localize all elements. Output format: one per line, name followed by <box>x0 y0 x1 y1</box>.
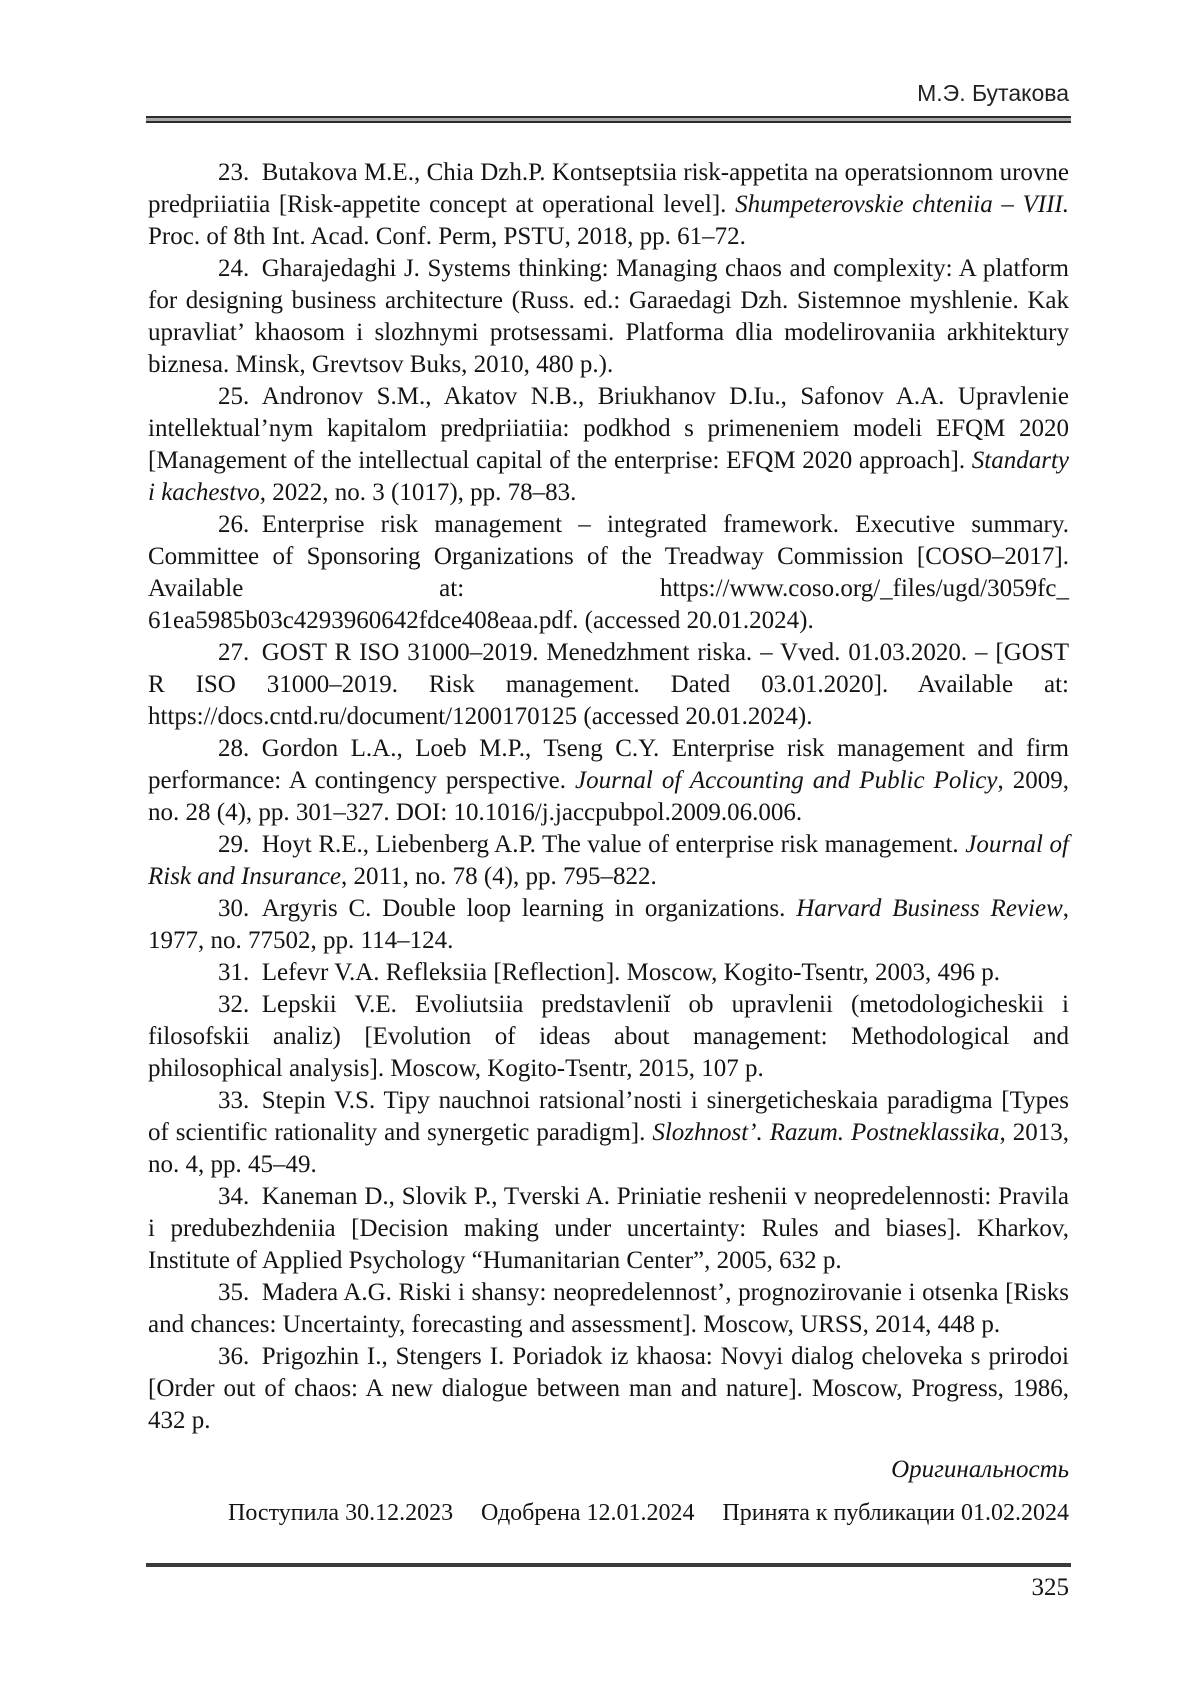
running-header-author: М.Э. Бутакова <box>917 80 1069 106</box>
reference-journal-title: Harvard Business Review <box>796 895 1063 922</box>
reference-item <box>148 1181 1069 1277</box>
header-rule <box>146 116 1071 123</box>
footer-rule <box>146 1563 1071 1567</box>
originality-label: Оригинальность <box>891 1456 1069 1483</box>
reference-journal-title: Standarty i kachestvo <box>148 447 1069 506</box>
reference-item <box>148 509 1069 637</box>
reference-item <box>148 829 1069 893</box>
reference-item <box>148 1341 1069 1437</box>
reference-text: 31. Lefevr V.A. Refleksiia [Reflection]. Moscow, Kogito-Tsentr, 2003, 496 p. <box>218 959 1001 986</box>
reference-text: 36. Prigozhin I., Stengers I. Poriadok iz khaosa: Novyi dialog cheloveka s prirodoi [Order out of chaos: A new dialogue between man and nature]. Moscow, Progress, 1986, 432 p. <box>148 1343 1069 1434</box>
reference-text: 33. Stepin V.S. Tipy nauchnoi ratsional’nosti i sinergeticheskaia paradigma [Types of scientific rationality and synergetic paradigm]. <box>148 1087 1069 1146</box>
reference-text: , 2013, no. 4, pp. 45–49. <box>148 1119 1070 1178</box>
received-date: Поступила 30.12.2023 <box>228 1500 454 1526</box>
reference-text: 29. Hoyt R.E., Liebenberg A.P. The value of enterprise risk management. <box>218 831 966 858</box>
page-number: 325 <box>1031 1574 1069 1601</box>
reference-text: 35. Madera A.G. Riski i shansy: neopredelennost’, prognozirovanie i otsenka [Risks and chances: Uncertainty, forecasting and assessment]. Moscow, URSS, 2014, 448 p. <box>148 1279 1069 1338</box>
reference-item <box>148 893 1069 957</box>
reference-text: 24. Gharajedaghi J. Systems thinking: Managing chaos and complexity: A platform for designing business architecture (Russ. ed.: Garaedagi Dzh. Sistemnoe myshlenie. Kak upravliat’ khaosom i slozhnymi protsessami. Platforma dlia modelirovaniia arkhitektury biznesa. Minsk, Grevtsov Buks, 2010, 480 p.). <box>148 255 1069 378</box>
reference-journal-title: Shumpeterovskie chteniia – VIII. <box>735 191 1070 218</box>
reference-journal-title: Journal of Risk and Insurance <box>148 831 1070 890</box>
reference-item <box>148 989 1069 1085</box>
reference-item <box>148 157 1069 253</box>
reference-text: , 1977, no. 77502, pp. 114–124. <box>148 895 1069 954</box>
reference-item <box>148 253 1069 381</box>
reference-text: 32. Lepskii V.E. Evoliutsiia predstavleniĭ ob upravlenii (metodologicheskii i filosofskii analiz) [Evolution of ideas about management: Methodological and philosophical analysis]. Moscow, Kogito-Tsentr, 2015, 107 p. <box>148 991 1069 1082</box>
reference-text: , 2009, no. 28 (4), pp. 301–327. DOI: 10.1016/j.jaccpubpol.2009.06.006. <box>148 767 1070 826</box>
approved-date: Одобрена 12.01.2024 <box>480 1500 695 1526</box>
reference-item <box>148 733 1069 829</box>
reference-item <box>148 957 1069 989</box>
reference-text: 26. Enterprise risk management – integrated framework. Executive summary. Committee of Sponsoring Organizations of the Treadway Commission [COSO–2017]. Available at: https://www.coso.org/_files/ugd/3059fc_​61ea5985b03c4293960642fdce408eaa.pdf. (accessed 20.01.2024). <box>148 511 1069 634</box>
reference-item <box>148 381 1069 509</box>
references-list <box>148 157 1069 1437</box>
reference-item <box>148 1277 1069 1341</box>
reference-text: , 2022, no. 3 (1017), pp. 78–83. <box>259 479 577 506</box>
reference-journal-title: Slozhnost’. Razum. Postneklassika <box>652 1119 1000 1146</box>
reference-text: 28. Gordon L.A., Loeb M.P., Tseng C.Y. Enterprise risk management and firm performance: A contingency perspective. <box>148 735 1069 794</box>
submission-dates-row <box>148 1500 1069 1527</box>
accepted-date: Принята к публикации 01.02.2024 <box>722 1500 1069 1526</box>
reference-text: 25. Andronov S.M., Akatov N.B., Briukhanov D.Iu., Safonov A.A. Upravlenie intellektual’nym kapitalom predpriiatiia: podkhod s primeneniem modeli EFQM 2020 [Management of the intellectual capital of the enterprise: EFQM 2020 approach]. <box>148 383 1069 474</box>
reference-item <box>148 1085 1069 1181</box>
reference-text: 34. Kaneman D., Slovik P., Tverski A. Priniatie reshenii v neopredelennosti: Pravila i predubezhdeniia [Decision making under uncertainty: Rules and biases]. Kharkov, Institute of Applied Psychology “Humanitarian Center”, 2005, 632 p. <box>148 1183 1069 1274</box>
reference-journal-title: Journal of Accounting and Public Policy <box>575 767 998 794</box>
reference-text: 27. GOST R ISO 31000–2019. Menedzhment riska. – Vved. 01.03.2020. – [GOST R ISO 31000–2019. Risk management. Dated 03.01.2020]. Available at: https://docs.cntd.ru/document/1200170125 (accessed 20.01.2024). <box>148 639 1069 730</box>
reference-text: 30. Argyris C. Double loop learning in organizations. <box>218 895 797 922</box>
reference-text: Proc. of 8th Int. Acad. Conf. Perm, PSTU, 2018, pp. 61–72. <box>148 223 746 250</box>
reference-text: , 2011, no. 78 (4), pp. 795–822. <box>341 863 657 890</box>
reference-item <box>148 637 1069 733</box>
reference-text: 23. Butakova M.E., Chia Dzh.P. Kontseptsiia risk-appetita na operatsionnom urovne predpriiatiia [Risk-appetite concept at operational level]. <box>148 159 1069 218</box>
